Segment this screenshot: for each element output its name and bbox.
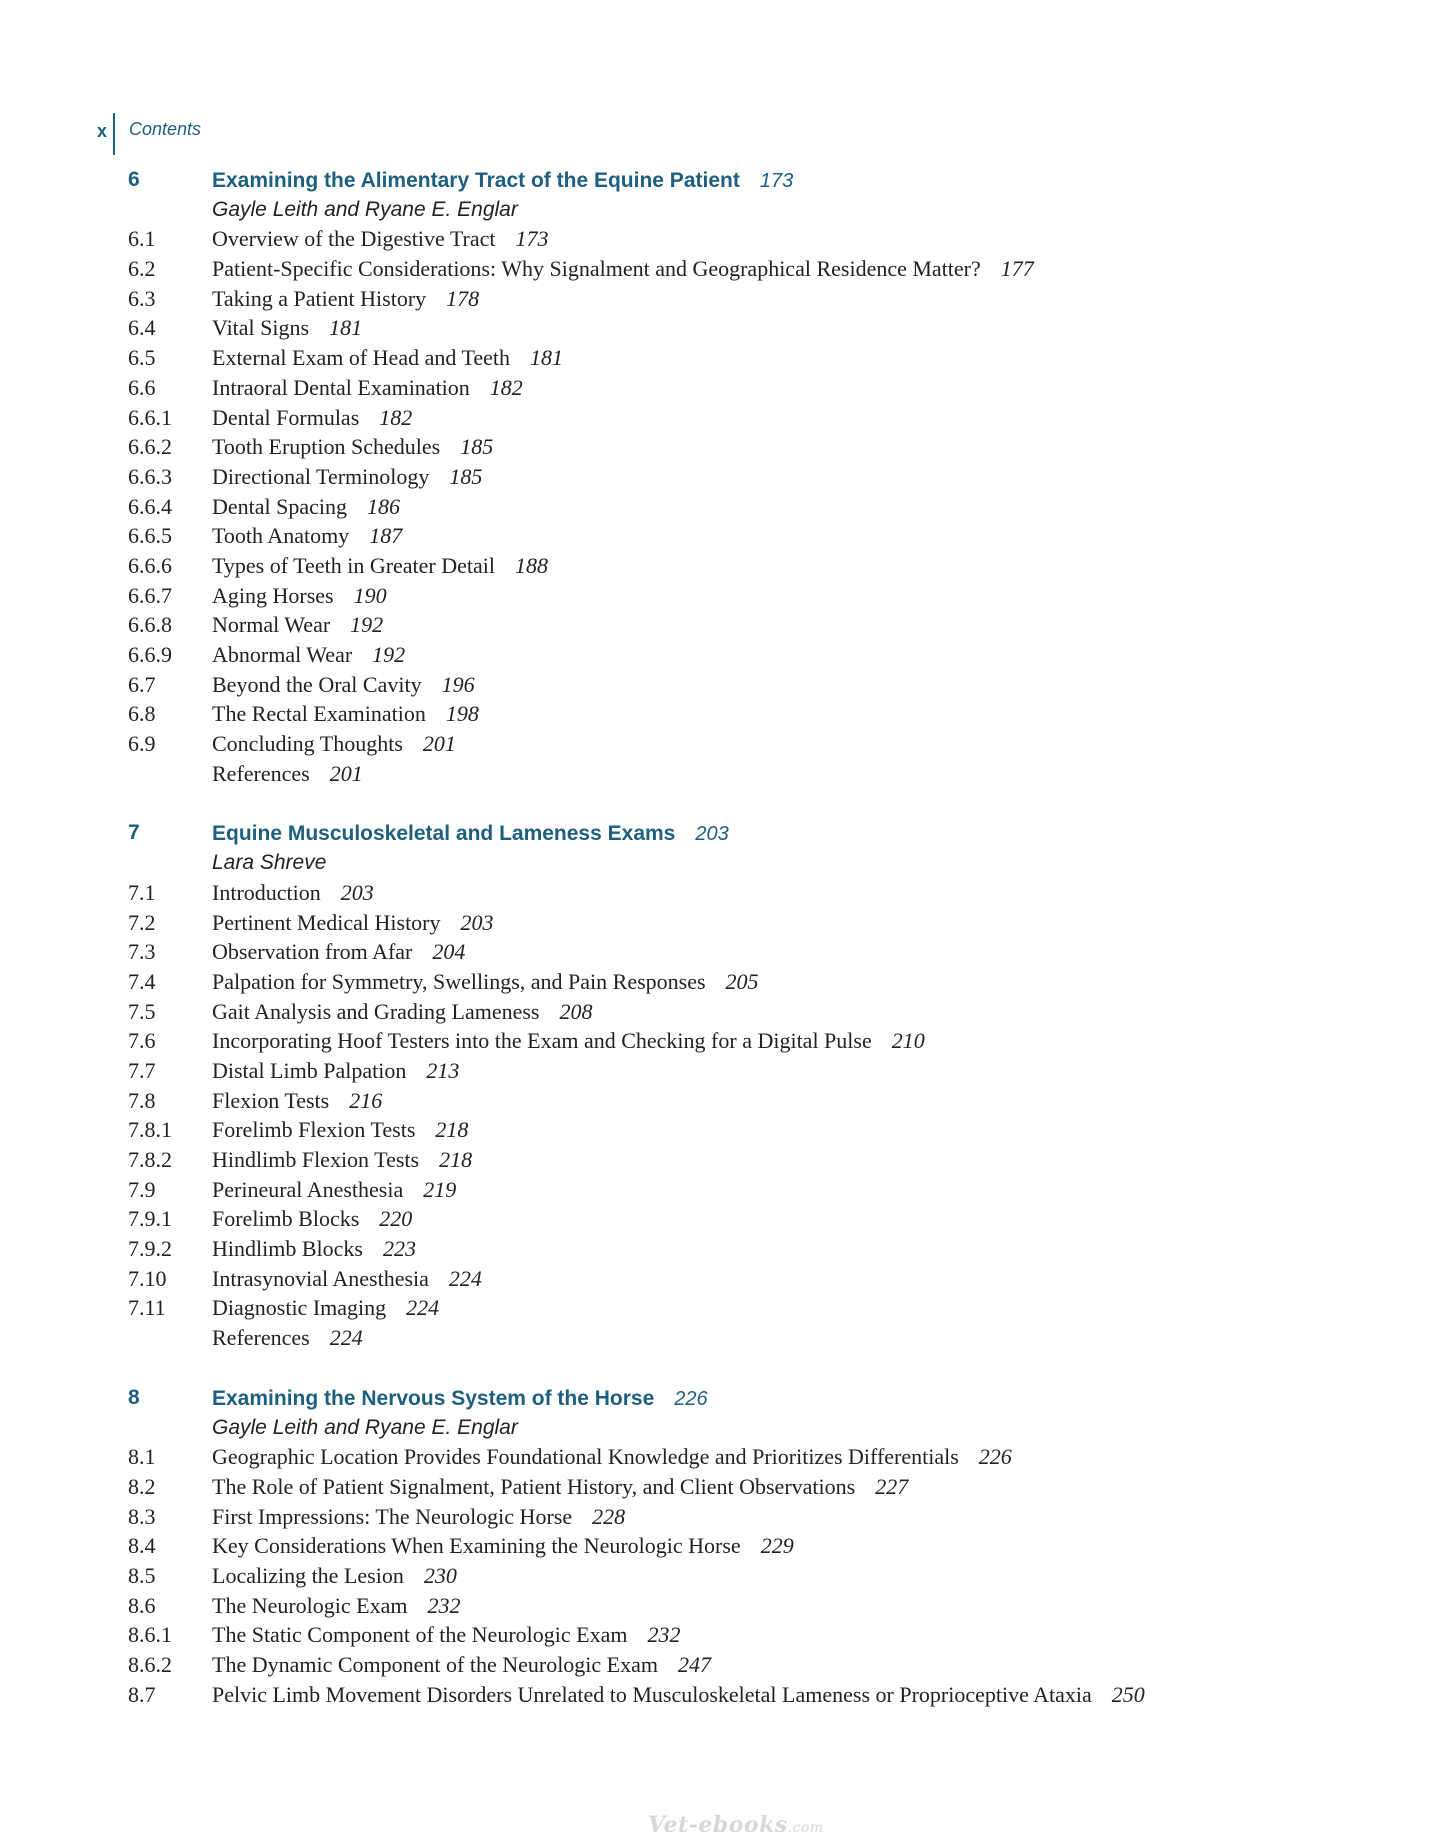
entry-title-line [212, 937, 465, 967]
entry-number: 8.2 [128, 1473, 156, 1499]
entry-title-line [212, 462, 482, 492]
entry-page: 203 [460, 909, 494, 935]
entry-page: 187 [369, 523, 403, 549]
entry-number: 7.9 [128, 1176, 156, 1202]
entry-title: References [212, 1325, 310, 1351]
chapter-block [128, 818, 1378, 1352]
entry-title: The Role of Patient Signalment, Patient History, and Client Observations [212, 1473, 856, 1499]
chapter-heading[interactable] [128, 818, 1378, 848]
entry-title: Pelvic Limb Movement Disorders Unrelated to Musculoskeletal Lameness or Proprioceptive Ataxia [212, 1681, 1092, 1707]
entry-number: 6.4 [128, 315, 156, 341]
entry-page: 204 [432, 939, 466, 965]
entry-title: Directional Terminology [212, 463, 430, 489]
chapter-title-line [212, 818, 729, 850]
entry-title-line [212, 521, 402, 551]
entry-title: First Impressions: The Neurologic Horse [212, 1503, 573, 1529]
entry-title: Localizing the Lesion [212, 1562, 404, 1588]
entry-page: 226 [978, 1444, 1012, 1470]
entry-number: 6.9 [128, 731, 156, 757]
entry-title-line [212, 551, 548, 581]
entry-title-line [212, 1086, 382, 1116]
entry-number: 8.3 [128, 1503, 156, 1529]
entry-title-line [212, 224, 549, 254]
entry-title-line [212, 1264, 482, 1294]
toc-entry[interactable] [128, 699, 1378, 729]
entry-page: 205 [725, 968, 759, 994]
toc-entry[interactable] [128, 610, 1378, 640]
toc-entry[interactable] [128, 967, 1378, 997]
entry-page: 224 [329, 1325, 363, 1351]
toc-entry[interactable] [128, 432, 1378, 462]
chapter-authors-row [128, 1413, 1378, 1443]
entry-title-line [212, 1026, 925, 1056]
toc-entry[interactable] [128, 1204, 1378, 1234]
entry-number: 6.1 [128, 226, 156, 252]
chapter-authors-row [128, 848, 1378, 878]
chapter-number: 7 [128, 821, 140, 845]
chapter-page: 203 [695, 823, 729, 846]
entry-title-line [212, 1531, 794, 1561]
toc-entry[interactable] [128, 1115, 1378, 1145]
entry-number: 7.8.2 [128, 1147, 172, 1172]
references-entry[interactable] [128, 759, 1378, 789]
entry-number: 6.6.6 [128, 552, 172, 578]
chapter-title-line [212, 1383, 708, 1415]
toc-entry[interactable] [128, 1442, 1378, 1472]
entry-title-line [212, 581, 387, 611]
entry-page: 223 [382, 1236, 416, 1262]
entry-page: 224 [406, 1295, 440, 1321]
entry-page: 190 [353, 582, 387, 608]
entry-page: 182 [489, 374, 523, 400]
chapter-number: 6 [128, 168, 140, 191]
entry-title: The Neurologic Exam [212, 1592, 408, 1618]
entry-number: 7.3 [128, 939, 156, 965]
entry-title: Forelimb Flexion Tests [212, 1117, 416, 1143]
toc-entry[interactable] [128, 1234, 1378, 1264]
entry-number: 6.3 [128, 285, 156, 311]
toc-entry[interactable] [128, 1175, 1378, 1205]
entry-page: 192 [350, 612, 384, 638]
toc-entry[interactable] [128, 1026, 1378, 1056]
entry-title: Taking a Patient History [212, 285, 427, 311]
entry-page: 182 [379, 404, 413, 430]
entry-page: 218 [435, 1117, 469, 1143]
entry-title: Gait Analysis and Grading Lameness [212, 998, 540, 1024]
entry-page: 185 [460, 434, 494, 460]
entry-title-line [212, 1204, 412, 1234]
toc-entry[interactable] [128, 640, 1378, 670]
entry-page: 203 [340, 879, 374, 905]
chapter-page: 226 [674, 1387, 708, 1410]
toc-entry[interactable] [128, 1650, 1378, 1680]
entry-title: Beyond the Oral Cavity [212, 671, 422, 697]
entry-title-line [212, 403, 412, 433]
chapter-title: Examining the Nervous System of the Horse [212, 1386, 655, 1410]
entry-title-line [212, 373, 523, 403]
entry-title-line [212, 878, 374, 908]
entry-title: Patient-Specific Considerations: Why Signalment and Geographical Residence Matter? [212, 256, 981, 282]
entry-number: 7.8.1 [128, 1117, 172, 1143]
entry-title: Incorporating Hoof Testers into the Exam and Checking for a Digital Pulse [212, 1028, 872, 1054]
entry-title: Types of Teeth in Greater Detail [212, 552, 496, 578]
entry-title-line [212, 967, 759, 997]
entry-title: Distal Limb Palpation [212, 1057, 407, 1083]
entry-number: 7.10 [128, 1265, 167, 1291]
entry-title: Intraoral Dental Examination [212, 374, 470, 400]
entry-number: 6.6.1 [128, 404, 172, 430]
chapter-page: 173 [759, 170, 794, 192]
entry-number: 6.6.2 [128, 434, 172, 460]
entry-number: 8.6.2 [128, 1652, 172, 1677]
entry-title-line [212, 699, 479, 729]
entry-title-line [212, 1234, 416, 1264]
entry-page: 213 [426, 1057, 460, 1083]
entry-number: 6.6.4 [128, 493, 172, 519]
entry-title-line [212, 610, 383, 640]
entry-title-line [212, 254, 1034, 284]
entry-number: 7.5 [128, 998, 156, 1024]
entry-title-line [212, 284, 479, 314]
entry-title: The Static Component of the Neurologic Exam [212, 1622, 628, 1648]
entry-title-line [212, 640, 405, 670]
toc-entry[interactable] [128, 521, 1378, 551]
entry-title-line [212, 1145, 472, 1175]
entry-number: 8.6 [128, 1592, 156, 1618]
entry-title: Normal Wear [212, 612, 331, 638]
entry-number: 6.2 [128, 256, 156, 282]
entry-number: 8.7 [128, 1681, 156, 1707]
entry-title-line [212, 1056, 459, 1086]
toc-entry[interactable] [128, 254, 1378, 284]
entry-page: 186 [367, 493, 401, 519]
entry-number: 6.6.9 [128, 642, 172, 667]
entry-title-line [212, 1293, 439, 1323]
entry-page: 230 [423, 1562, 457, 1588]
entry-page: 228 [592, 1503, 626, 1529]
entry-title: Dental Formulas [212, 404, 360, 430]
entry-page: 188 [515, 552, 549, 578]
references-entry[interactable] [128, 1323, 1378, 1353]
entry-number: 8.4 [128, 1533, 156, 1559]
entry-page: 220 [379, 1206, 413, 1232]
header-divider [113, 113, 115, 155]
entry-page: 227 [875, 1473, 909, 1499]
chapter-title: Equine Musculoskeletal and Lameness Exams [212, 822, 676, 846]
entry-page: 173 [515, 226, 549, 252]
watermark-logo: Vet-ebooks.com [648, 1812, 824, 1838]
entry-title-line [212, 1472, 908, 1502]
chapter-block [128, 1383, 1378, 1710]
toc-entry[interactable] [128, 492, 1378, 522]
toc-entry[interactable] [128, 581, 1378, 611]
entry-number: 6.6.3 [128, 463, 172, 489]
entry-title-line [212, 908, 494, 938]
entry-title-line [212, 313, 362, 343]
entry-number: 6.8 [128, 701, 156, 727]
entry-number: 6.7 [128, 671, 156, 697]
entry-title: Tooth Eruption Schedules [212, 434, 441, 460]
running-title: Contents [129, 119, 202, 139]
entry-title-line [212, 1591, 461, 1621]
entry-page: 232 [647, 1622, 681, 1648]
entry-title: Forelimb Blocks [212, 1206, 360, 1232]
chapter-title-line [212, 165, 793, 197]
chapter-number: 8 [128, 1385, 140, 1409]
entry-title: Key Considerations When Examining the Neurologic Horse [212, 1533, 741, 1559]
entry-number: 7.8 [128, 1087, 156, 1113]
entry-number: 7.2 [128, 909, 156, 935]
entry-page: 201 [329, 760, 363, 786]
entry-title: Pertinent Medical History [212, 909, 441, 935]
entry-title-line [212, 1561, 457, 1591]
toc-entry[interactable] [128, 937, 1378, 967]
entry-number: 7.4 [128, 968, 156, 994]
chapter-block [128, 165, 1378, 788]
entry-page: 192 [372, 642, 406, 667]
entry-title: Abnormal Wear [212, 642, 353, 667]
entry-page: 250 [1111, 1681, 1145, 1707]
entry-page: 196 [441, 671, 475, 697]
entry-title: The Rectal Examination [212, 701, 426, 727]
toc-entry[interactable] [128, 908, 1378, 938]
entry-title: Diagnostic Imaging [212, 1295, 387, 1321]
toc-entry[interactable] [128, 284, 1378, 314]
entry-number: 6.6 [128, 374, 156, 400]
toc-entry[interactable] [128, 1502, 1378, 1532]
entry-title-line [212, 432, 493, 462]
entry-title: Tooth Anatomy [212, 523, 350, 549]
entry-title-line [212, 1442, 1012, 1472]
chapter-title: Examining the Alimentary Tract of the Equine Patient [212, 169, 740, 192]
chapter-heading[interactable] [128, 1383, 1378, 1413]
entry-title: Hindlimb Blocks [212, 1236, 363, 1262]
entry-title-line [212, 1175, 456, 1205]
entry-number: 6.5 [128, 345, 156, 371]
chapter-authors: Lara Shreve [212, 851, 327, 875]
entry-page: 219 [423, 1176, 457, 1202]
entry-title: References [212, 760, 310, 786]
toc-entry[interactable] [128, 313, 1378, 343]
entry-title: Observation from Afar [212, 939, 413, 965]
entry-title-line [212, 670, 475, 700]
entry-title-line [212, 343, 563, 373]
entry-number: 7.7 [128, 1057, 156, 1083]
toc-entry[interactable] [128, 1056, 1378, 1086]
toc-entry[interactable] [128, 729, 1378, 759]
page-number: x [97, 121, 108, 141]
entry-number: 7.6 [128, 1028, 156, 1054]
toc-entry[interactable] [128, 462, 1378, 492]
entry-number: 6.6.8 [128, 612, 172, 638]
toc-entry[interactable] [128, 1561, 1378, 1591]
entry-number: 7.11 [128, 1295, 166, 1321]
entry-title-line [212, 492, 400, 522]
entry-title-line [212, 1680, 1145, 1710]
table-of-contents [128, 165, 1378, 1739]
entry-page: 185 [449, 463, 483, 489]
entry-title: Concluding Thoughts [212, 731, 403, 757]
entry-title: Flexion Tests [212, 1087, 330, 1113]
toc-entry[interactable] [128, 1591, 1378, 1621]
entry-title: External Exam of Head and Teeth [212, 345, 510, 371]
entry-title-line [212, 1502, 625, 1532]
entry-page: 216 [349, 1087, 383, 1113]
entry-number: 7.9.1 [128, 1206, 172, 1232]
entry-title-line [212, 759, 363, 789]
toc-entry[interactable] [128, 670, 1378, 700]
entry-title-line [212, 1115, 468, 1145]
toc-entry[interactable] [128, 1531, 1378, 1561]
entry-title: Aging Horses [212, 582, 334, 608]
toc-entry[interactable] [128, 878, 1378, 908]
entry-number: 6.6.5 [128, 523, 172, 549]
entry-number: 8.6.1 [128, 1622, 172, 1648]
toc-entry[interactable] [128, 403, 1378, 433]
entry-page: 210 [891, 1028, 925, 1054]
toc-entry[interactable] [128, 1086, 1378, 1116]
entry-page: 247 [678, 1652, 711, 1677]
entry-page: 177 [1000, 256, 1034, 282]
entry-page: 224 [448, 1265, 482, 1291]
entry-number: 7.1 [128, 879, 156, 905]
entry-title: Intrasynovial Anesthesia [212, 1265, 429, 1291]
entry-page: 181 [329, 315, 363, 341]
toc-entry[interactable] [128, 1293, 1378, 1323]
toc-entry[interactable] [128, 1145, 1378, 1175]
chapter-authors-row [128, 195, 1378, 225]
entry-title-line [212, 1620, 680, 1650]
toc-entry[interactable] [128, 551, 1378, 581]
toc-entry[interactable] [128, 1620, 1378, 1650]
entry-title: Perineural Anesthesia [212, 1176, 404, 1202]
entry-page: 198 [445, 701, 479, 727]
toc-entry[interactable] [128, 343, 1378, 373]
chapter-authors: Gayle Leith and Ryane E. Englar [212, 197, 518, 221]
entry-number: 7.9.2 [128, 1236, 172, 1262]
chapter-authors: Gayle Leith and Ryane E. Englar [212, 1415, 518, 1439]
entry-number: 8.5 [128, 1562, 156, 1588]
entry-title: Geographic Location Provides Foundational Knowledge and Prioritizes Differentials [212, 1444, 959, 1470]
entry-number: 6.6.7 [128, 582, 172, 608]
entry-title: Vital Signs [212, 315, 310, 341]
entry-page: 181 [530, 345, 563, 371]
entry-page: 232 [427, 1592, 461, 1618]
entry-title-line [212, 1650, 711, 1680]
entry-title-line [212, 1323, 363, 1353]
toc-entry[interactable] [128, 224, 1378, 254]
entry-page: 201 [422, 731, 456, 757]
entry-title: Overview of the Digestive Tract [212, 226, 496, 252]
toc-entry[interactable] [128, 373, 1378, 403]
toc-entry[interactable] [128, 1472, 1378, 1502]
entry-page: 178 [446, 285, 480, 311]
chapter-heading[interactable] [128, 165, 1378, 195]
entry-page: 208 [559, 998, 593, 1024]
entry-number: 8.1 [128, 1444, 156, 1470]
entry-title: Dental Spacing [212, 493, 348, 519]
entry-page: 229 [760, 1533, 794, 1559]
entry-page: 218 [439, 1147, 473, 1172]
toc-entry[interactable] [128, 997, 1378, 1027]
toc-entry[interactable] [128, 1680, 1378, 1710]
entry-title-line [212, 997, 593, 1027]
entry-title-line [212, 729, 456, 759]
entry-title: Palpation for Symmetry, Swellings, and Pain Responses [212, 968, 706, 994]
entry-title: Hindlimb Flexion Tests [212, 1147, 420, 1172]
toc-entry[interactable] [128, 1264, 1378, 1294]
entry-title: The Dynamic Component of the Neurologic Exam [212, 1652, 658, 1677]
entry-title: Introduction [212, 879, 321, 905]
